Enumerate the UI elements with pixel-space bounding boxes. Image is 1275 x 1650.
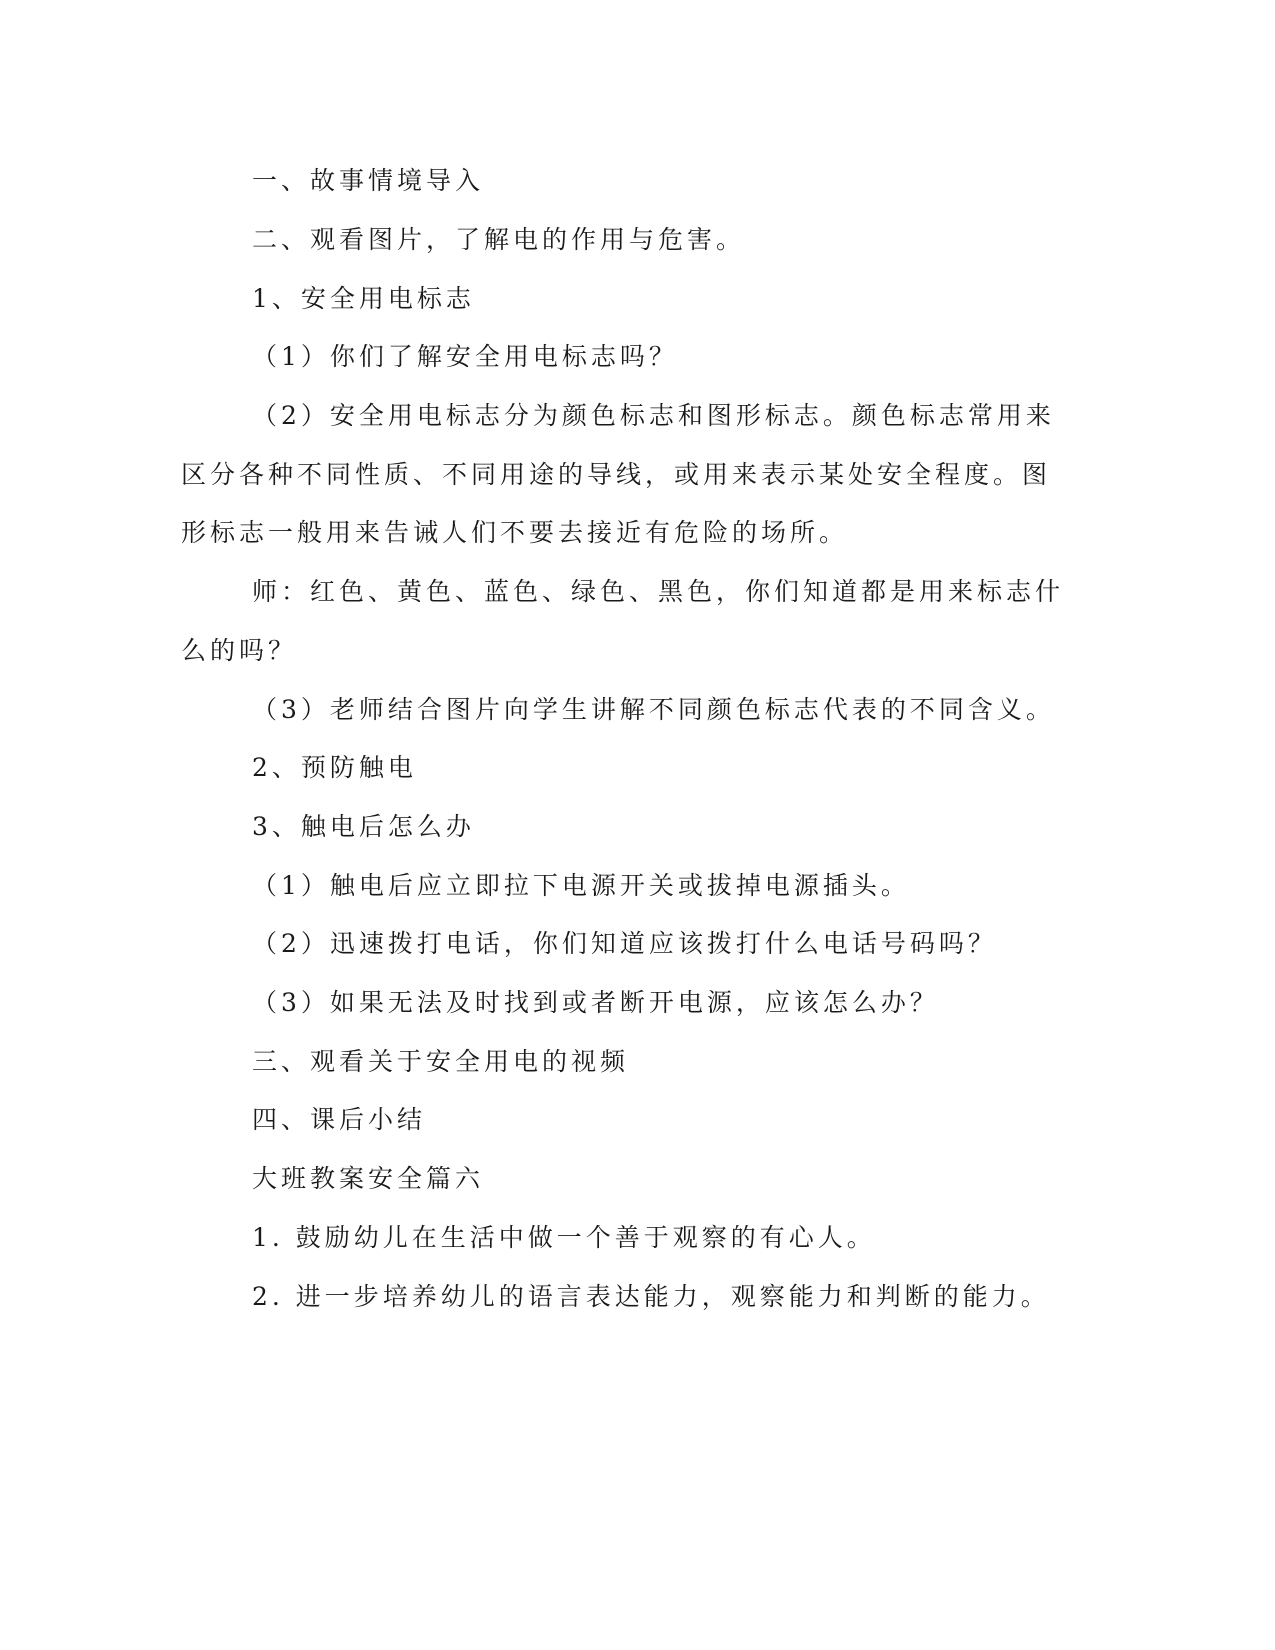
paragraph-line: 区分各种不同性质、不同用途的导线，或用来表示某处安全程度。图 xyxy=(181,460,1052,489)
paragraph-line: 形标志一般用来告诫人们不要去接近有危险的场所。 xyxy=(181,518,849,547)
subheading-prevent-shock: 2、预防触电 xyxy=(252,753,417,782)
paragraph-line: （1）触电后应立即拉下电源开关或拔掉电源插头。 xyxy=(252,871,910,900)
heading-view-pictures: 二、观看图片，了解电的作用与危害。 xyxy=(252,225,746,254)
paragraph-line: （3）如果无法及时找到或者断开电源，应该怎么办？ xyxy=(252,988,939,1017)
paragraph-line: （1）你们了解安全用电标志吗？ xyxy=(252,342,678,371)
paragraph-line: （2）迅速拨打电话，你们知道应该拨打什么电话号码吗？ xyxy=(252,929,997,958)
paragraph-line: （2）安全用电标志分为颜色标志和图形标志。颜色标志常用来 xyxy=(252,401,1055,430)
subheading-safety-signs: 1、安全用电标志 xyxy=(252,284,475,313)
section-title: 大班教案安全篇六 xyxy=(252,1164,485,1193)
list-item: 2. 进一步培养幼儿的语言表达能力，观察能力和判断的能力。 xyxy=(252,1282,1050,1311)
paragraph-line: （3）老师结合图片向学生讲解不同颜色标志代表的不同含义。 xyxy=(252,695,1055,724)
heading-story-intro: 一、故事情境导入 xyxy=(252,166,485,195)
heading-summary: 四、课后小结 xyxy=(252,1105,427,1134)
paragraph-line: 么的吗？ xyxy=(181,636,298,665)
list-item: 1. 鼓励幼儿在生活中做一个善于观察的有心人。 xyxy=(252,1223,876,1252)
subheading-after-shock: 3、触电后怎么办 xyxy=(252,812,475,841)
paragraph-line: 师：红色、黄色、蓝色、绿色、黑色，你们知道都是用来标志什 xyxy=(252,577,1065,606)
heading-watch-video: 三、观看关于安全用电的视频 xyxy=(252,1047,630,1076)
